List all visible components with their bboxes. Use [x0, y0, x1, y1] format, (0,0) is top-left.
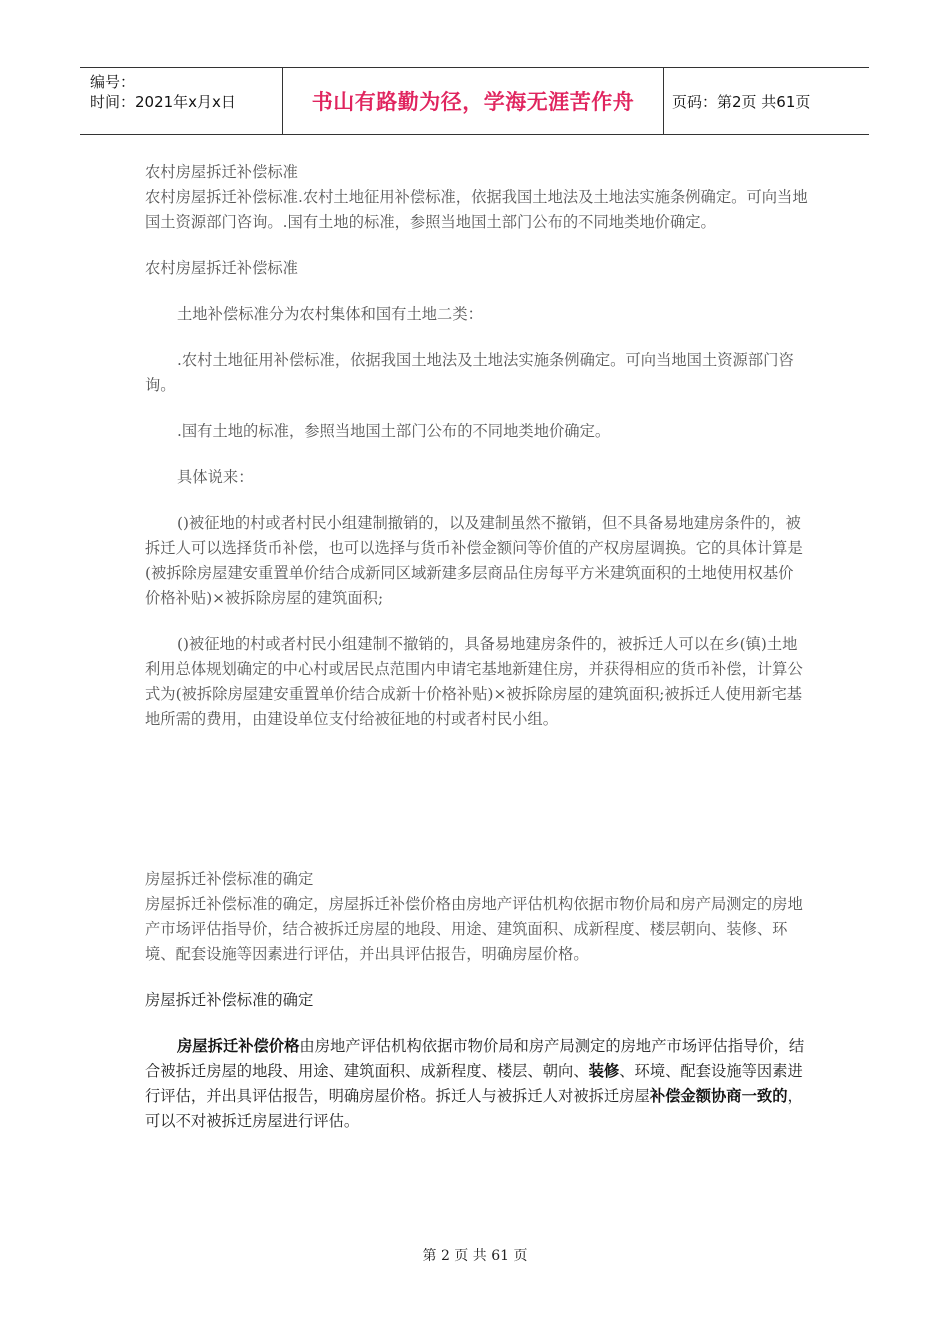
paragraph-state-land: .国有土地的标准，参照当地国土部门公布的不同地类地价确定。 [177, 422, 611, 440]
section-title-housing-1: 房屋拆迁补偿标准的确定 [145, 870, 314, 888]
paragraph-rural-land: .农村土地征用补偿标准，依据我国土地法及土地法实施条例确定。可向当地国土资源部门咨询。 [145, 351, 794, 394]
paragraph-housing-price [145, 1034, 808, 1134]
bold-term-agreement: 补偿金额协商一致的 [649, 1087, 788, 1105]
paragraph-land-categories: 土地补偿标准分为农村集体和国有土地二类： [177, 305, 483, 323]
page-header [80, 67, 869, 135]
paragraph-specifically: 具体说来： [177, 468, 254, 486]
header-motto: 书山有路勤为径，学海无涯苦作舟 [282, 68, 664, 134]
text-segment-1: 由房地产评估机构依据市物价局和房产局测定的房地产市场评估指导价，结合被拆迁房屋的地段、用途、建筑面积、成新程度、楼层、朝向、 [145, 1037, 805, 1080]
section-title-rural-2: 农村房屋拆迁补偿标准 [145, 259, 298, 277]
date-line: 时间：2021年x月x日 [90, 93, 236, 111]
section-title-rural-1: 农村房屋拆迁补偿标准 [145, 163, 298, 181]
paragraph-case-1: ()被征地的村或者村民小组建制撤销的，以及建制虽然不撤销，但不具备易地建房条件的，被拆迁人可以选择货币补偿，也可以选择与货币补偿金额问等价值的产权房屋调换。它的具体计算是(被拆除房屋建安重置单价结合成新同区域新建多层商品住房每平方米建筑面积的土地使用权基价价格补贴)×被拆除房屋的建筑面积; [145, 514, 803, 607]
text-segment-3: ，可以不对被拆迁房屋进行评估。 [145, 1087, 803, 1130]
bold-term-price: 房屋拆迁补偿价格 [177, 1037, 300, 1055]
doc-number-label: 编号： [90, 73, 136, 91]
text-segment-2: 、环境、配套设施等因素进行评估，并出具评估报告，明确房屋价格。拆迁人与被拆迁人对被拆迁房屋 [145, 1062, 803, 1105]
page-footer: 第 2 页 共 61 页 [422, 1248, 528, 1264]
summary-paragraph-housing: 房屋拆迁补偿标准的确定，房屋拆迁补偿价格由房地产评估机构依据市物价局和房产局测定的房地产市场评估指导价，结合被拆迁房屋的地段、用途、建筑面积、成新程度、楼层朝向、装修、环境、配套设施等因素进行评估，并出具评估报告，明确房屋价格。 [145, 895, 803, 963]
header-meta [90, 72, 280, 112]
document-body [145, 160, 808, 1134]
header-page-info: 页码：第2页 共61页 [672, 92, 811, 111]
bold-term-decoration: 装修 [588, 1062, 620, 1080]
section-title-housing-2: 房屋拆迁补偿标准的确定 [145, 991, 314, 1009]
paragraph-case-2: ()被征地的村或者村民小组建制不撤销的，具备易地建房条件的，被拆迁人可以在乡(镇)土地利用总体规划确定的中心村或居民点范围内申请宅基地新建住房，并获得相应的货币补偿，计算公式为(被拆除房屋建安重置单价结合成新十价格补贴)×被拆除房屋的建筑面积;被拆迁人使用新宅基地所需的费用，由建设单位支付给被征地的村或者村民小组。 [145, 635, 803, 728]
summary-paragraph-rural: 农村房屋拆迁补偿标准.农村土地征用补偿标准，依据我国土地法及土地法实施条例确定。可向当地国土资源部门咨询。.国有土地的标准，参照当地国土部门公布的不同地类地价确定。 [145, 188, 808, 231]
